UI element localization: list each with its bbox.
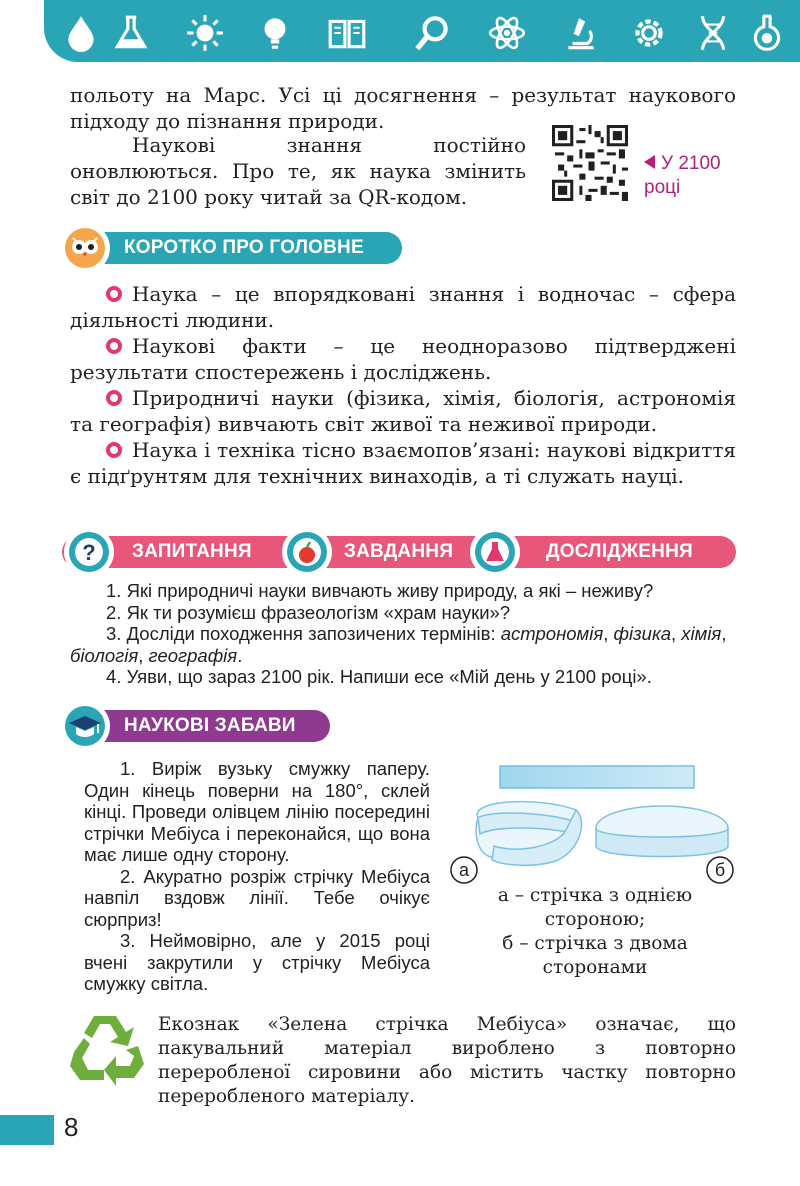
- bullet-icon: [106, 286, 122, 302]
- summary-item: Природничі науки (фізика, хімія, біологія, астрономія та географія) вивчають світ живої та неживої природи.: [70, 386, 736, 436]
- microscope-icon: [560, 12, 602, 54]
- owl-icon: [65, 228, 105, 268]
- figure-caption: [470, 884, 720, 980]
- flask-badge-icon: [475, 532, 515, 572]
- top-icon-row: [44, 10, 800, 56]
- term: астрономія: [500, 623, 604, 644]
- qr-note-text: У 2100 році: [644, 153, 721, 198]
- fun-paragraph: 3. Неймовірно, але у 2015 році вчені закрутили у стрічку Мебіуса смужку світла.: [84, 930, 430, 994]
- magnifier-icon: [412, 12, 454, 54]
- label-b: б: [714, 860, 726, 880]
- svg-text:?: ?: [82, 540, 96, 565]
- question-item: 2. Як ти розумієш фразеологізм «храм науки»?: [106, 601, 511, 623]
- caption-b: б – стрічка з двома сторонами: [502, 933, 688, 978]
- gear-icon: [628, 12, 670, 54]
- dna-icon: [692, 12, 734, 54]
- question-item: 1. Які природничі науки вивчають живу природу, а які – неживу?: [106, 580, 654, 601]
- qr-code[interactable]: [552, 125, 628, 201]
- questions-list: [70, 580, 736, 688]
- term: фізика: [613, 623, 671, 644]
- drop-icon: [60, 12, 102, 54]
- mobius-figure: [448, 760, 738, 886]
- fun-title: НАУКОВІ ЗАБАВИ: [124, 715, 296, 736]
- page-number: 8: [64, 1112, 79, 1142]
- summary-title: КОРОТКО ПРО ГОЛОВНЕ: [124, 237, 364, 258]
- fun-badge: [60, 701, 110, 751]
- ring-strip-b: [596, 806, 728, 857]
- mobius-strip-a: [476, 802, 581, 866]
- fun-paragraph: 1. Виріж вузьку смужку паперу. Один кінець поверни на 180°, склей кінці. Проведи олівцем лінію посередині стрічки Мебіуса і переконайся, що вона має лише одну сторону.: [84, 758, 430, 865]
- caption-a: а – стрічка з однією стороною;: [497, 885, 693, 930]
- question-item: 4. Уяви, що зараз 2100 рік. Напиши есе «Мій день у 2100 році».: [106, 666, 652, 687]
- bullet-icon: [106, 390, 122, 406]
- intro-paragraph: польоту на Марс. Усі ці досягнення – результат наукового підходу до пізнання природи.: [70, 83, 736, 133]
- summary-item: Наука – це впорядковані знання і водночас – сфера діяльності людини.: [70, 282, 736, 332]
- summary-item: Наука і техніка тісно взаємопов’язані: наукові відкриття є підґрунтям для технічних винаходів, а ті служать науці.: [70, 438, 736, 488]
- recycle-icon: [64, 1012, 146, 1088]
- tasks-badge: [282, 527, 332, 577]
- label-a: а: [458, 860, 470, 880]
- tab-research: ДОСЛІДЖЕННЯ: [546, 541, 693, 562]
- term: географія: [148, 644, 238, 666]
- intro-qr-text: Наукові знання постійно оновлюються. Про те, як наука змінить світ до 2100 року читай за QR-кодом.: [70, 133, 526, 209]
- summary-badge: [60, 223, 110, 273]
- fun-paragraph: 2. Акуратно розріж стрічку Мебіуса навпіл вздовж лінії. Тебе очікує сюрприз!: [84, 865, 430, 930]
- tab-questions: ЗАПИТАННЯ: [132, 541, 252, 562]
- atom-icon: [486, 12, 528, 54]
- round-flask-icon: [746, 12, 788, 54]
- book-icon: [326, 12, 368, 54]
- intro-qr-paragraph: [70, 132, 526, 210]
- graduation-cap-icon: [65, 706, 105, 746]
- bullet-icon: [106, 338, 122, 354]
- bulb-icon: [254, 12, 296, 54]
- question-item: 3. Досліди походження запозичених термінів: астрономія, фізика, хімія, біологія, географія.: [70, 623, 727, 666]
- question-icon: [69, 532, 109, 572]
- tab-tasks: ЗАВДАННЯ: [344, 541, 454, 562]
- flask-icon: [110, 12, 152, 54]
- term: хімія: [681, 623, 722, 644]
- questions-badge: [64, 527, 114, 577]
- qr-note: [644, 152, 754, 200]
- summary-item: Наукові факти – це неодноразово підтверджені результати спостережень і досліджень.: [70, 334, 736, 384]
- arrow-left-icon: [644, 155, 655, 169]
- paper-strip: [500, 766, 694, 788]
- eco-paragraph: Екознак «Зелена стрічка Мебіуса» означає, що пакувальний матеріал вироблено з повторно переробленої сировини або містить частку повторно переробленого матеріалу.: [158, 1014, 736, 1107]
- sun-icon: [184, 12, 226, 54]
- research-badge: [470, 527, 520, 577]
- footer-bar: [0, 1115, 54, 1145]
- term: біологія: [70, 644, 139, 666]
- apple-icon: [287, 532, 327, 572]
- fun-text: [84, 758, 430, 995]
- bullet-icon: [106, 442, 122, 458]
- summary-list: [70, 281, 736, 489]
